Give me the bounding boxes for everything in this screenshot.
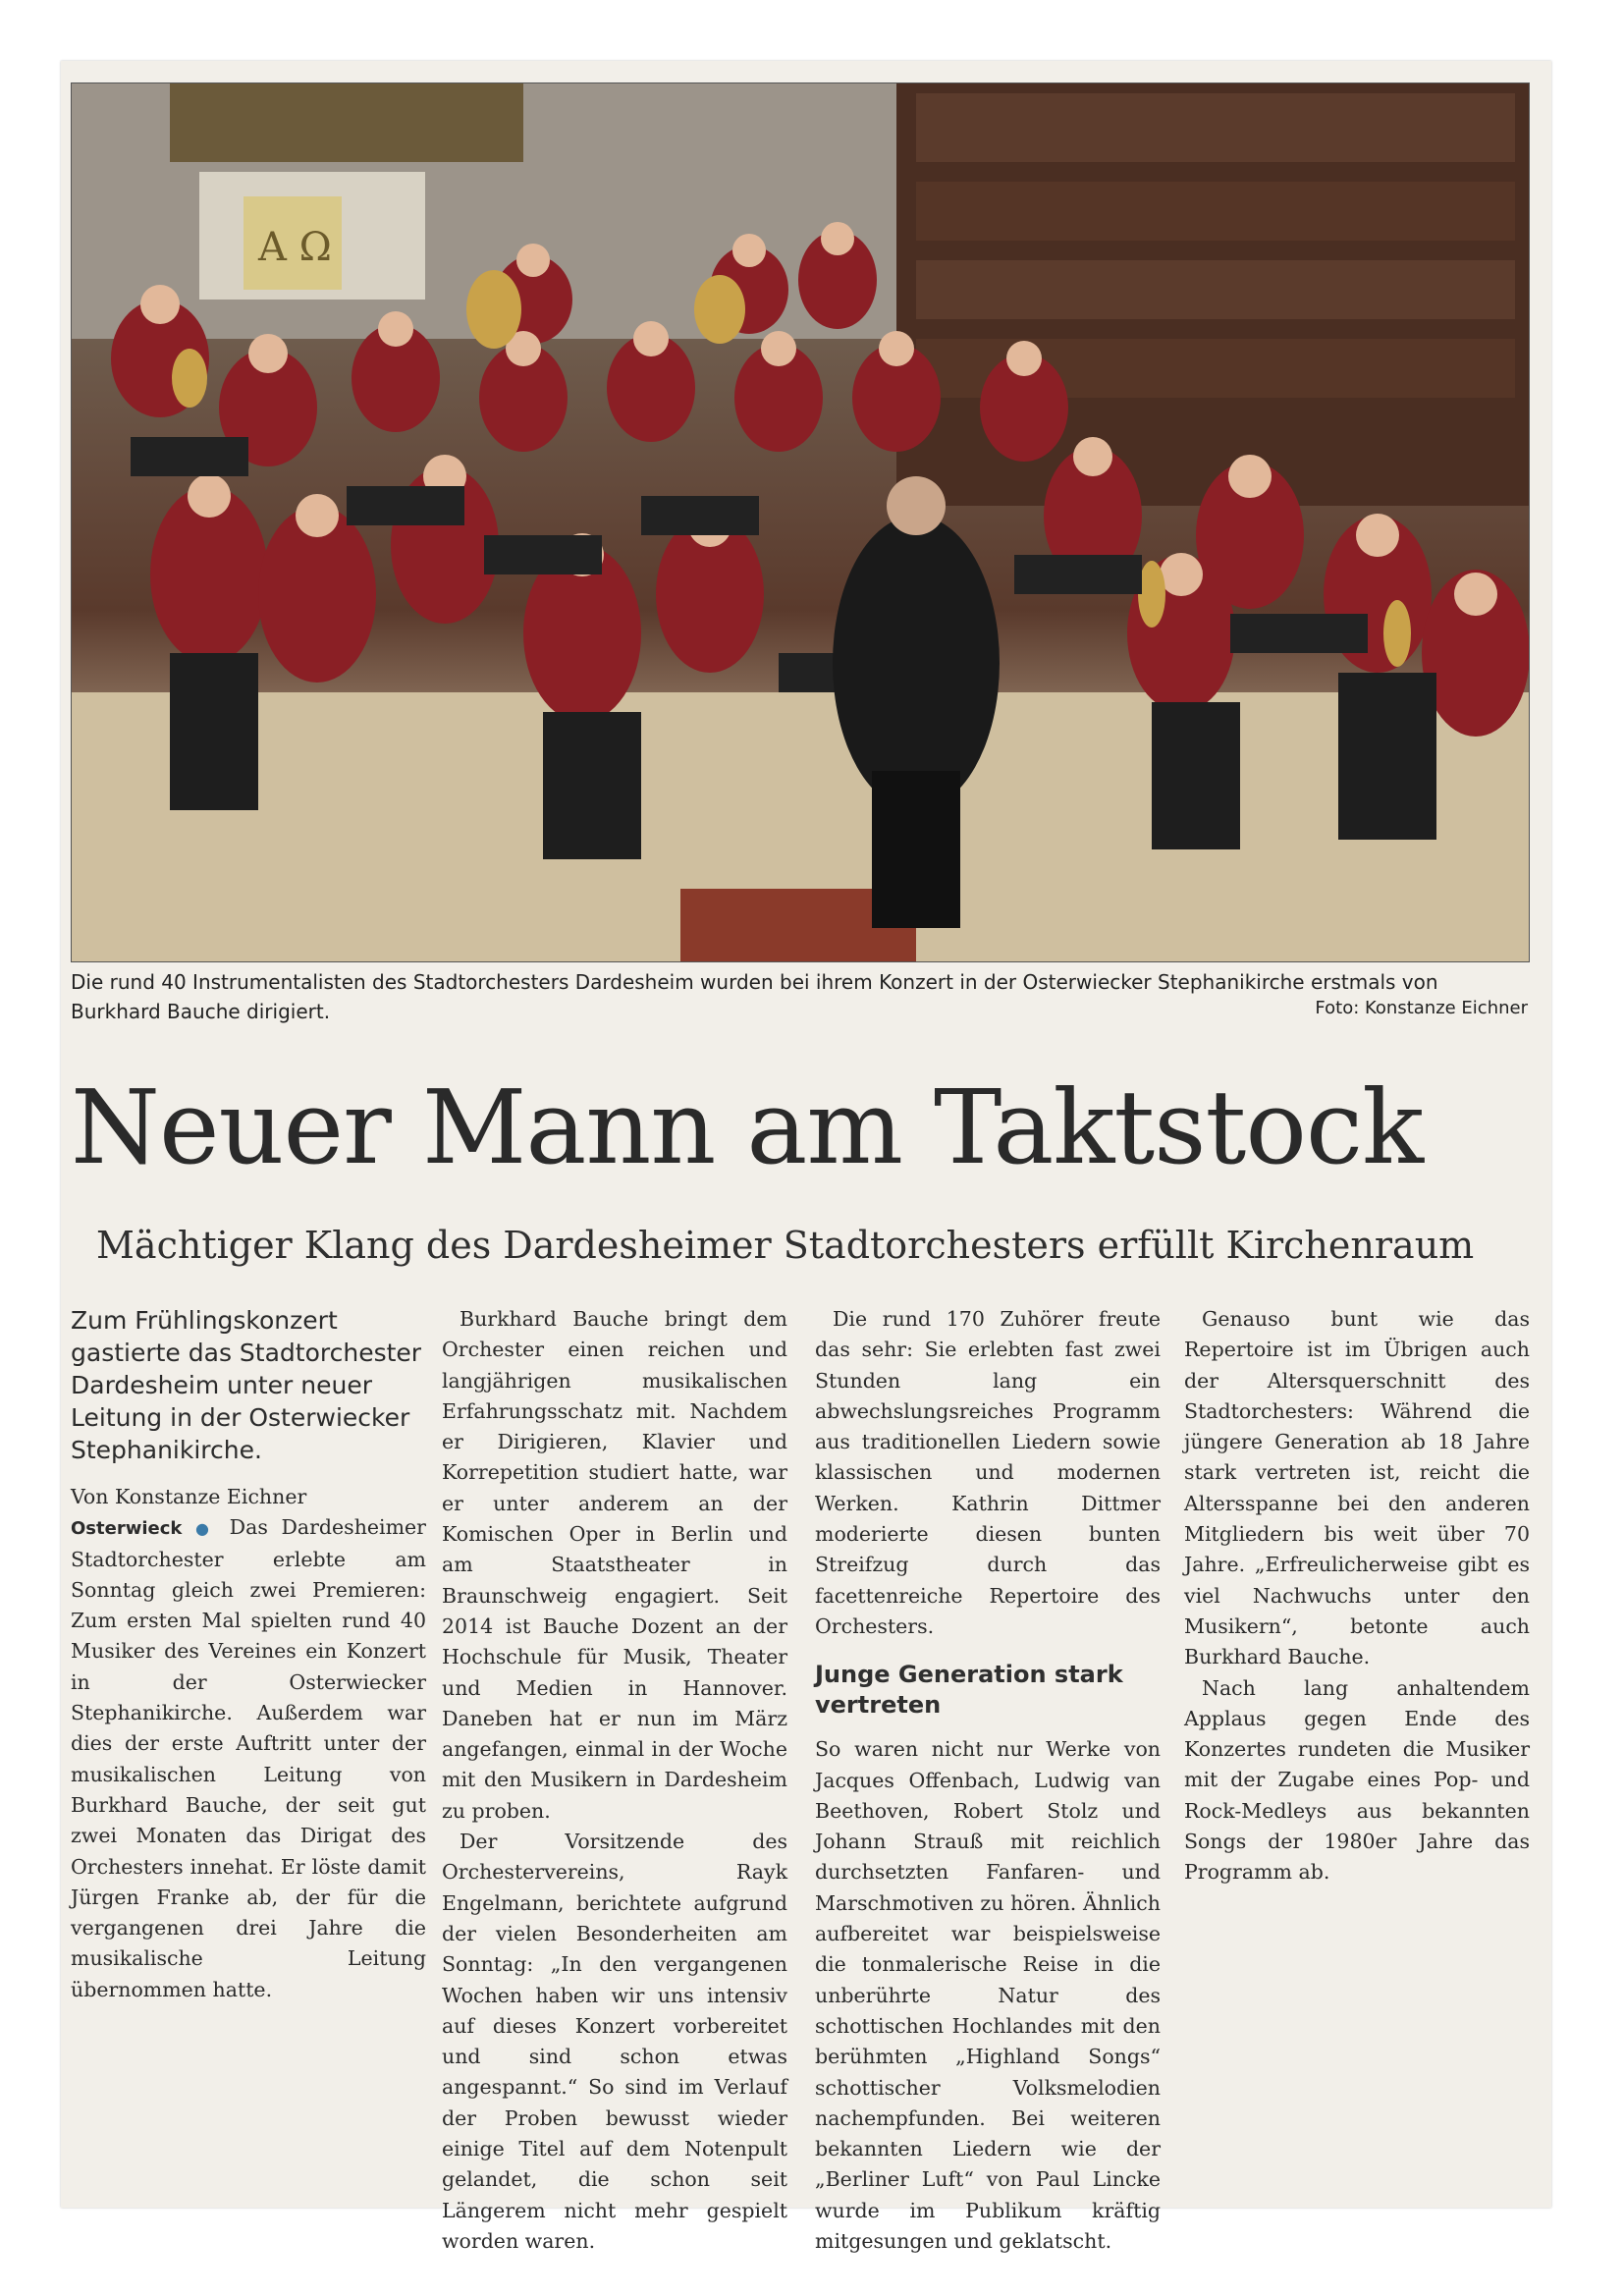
column-2: [442, 1304, 787, 2257]
bullet-icon: ●: [194, 1519, 217, 1539]
photo-caption: Die rund 40 Instrumentalisten des Stadtorchesters Dardesheim wurden bei ihrem Konzert in der Osterwiecker Stephanikirche erstmals von Burkhard Bauche dirigiert.: [71, 970, 1438, 1023]
column-3: [815, 1304, 1161, 2257]
photo-credit: Foto: Konstanze Eichner: [1315, 998, 1528, 1018]
section-subhead: Junge Generation stark vertreten: [815, 1661, 1123, 1720]
headline: Neuer Mann am Taktstock: [71, 1067, 1424, 1187]
dateline: Osterwieck: [71, 1518, 183, 1540]
orchestra-photo: [71, 82, 1530, 962]
subheadline: Mächtiger Klang des Dardesheimer Stadtorchesters erfüllt Kirchenraum: [96, 1224, 1475, 1267]
orchestra-illustration: [72, 83, 1529, 961]
paragraph-7: Nach lang anhaltendem Applaus gegen Ende des Konzertes rundeten die Musiker mit der Zugabe eines Pop- und Rock-Medleys aus bekannten Songs der 1980er Jahre das Programm ab.: [1184, 1675, 1530, 1885]
intro-text: Zum Frühlingskonzert gastierte das Stadtorchester Dardesheim unter neuer Leitung in der Osterwiecker Stephanikirche.: [71, 1306, 422, 1464]
altar-cloth-text: Α Ω: [258, 225, 332, 270]
paragraph-2: Burkhard Bauche bringt dem Orchester einen reichen und langjährigen musikalischen Erfahrungsschatz mit. Nachdem er Dirigieren, Klavier und Korrepetition studiert hatte, war er unter anderem an der Komischen Oper in Berlin und am Staatstheater in Braunschweig engagiert. Seit 2014 ist Bauche Dozent an der Hochschule für Musik, Theater und Medien in Hannover. Daneben hat er nun im März angefangen, einmal in der Woche mit den Musikern in Dardesheim zu proben.: [442, 1307, 787, 1823]
paragraph-3: Der Vorsitzende des Orchestervereins, Rayk Engelmann, berichtete aufgrund der vielen Besonderheiten am Sonntag: „In den vergangenen Wochen haben wir uns intensiv auf dieses Konzert vorbereitet und sind schon etwas angespannt.“ So sind im Verlauf der Proben bewusst wieder einige Titel auf dem Notenpult gelandet, die schon seit Längerem nicht mehr gespielt worden waren.: [442, 1830, 787, 2253]
paragraph-4: Die rund 170 Zuhörer freute das sehr: Sie erlebten fast zwei Stunden lang ein abwechslungsreiches Programm aus traditionellen Liedern sowie klassischen und modernen Werken. Kathrin Dittmer moderierte diesen bunten Streifzug durch das facettenreiche Repertoire des Orchesters.: [815, 1307, 1161, 1638]
column-4: [1184, 1304, 1530, 1888]
paragraph-5: So waren nicht nur Werke von Jacques Offenbach, Ludwig van Beethoven, Robert Stolz und Johann Strauß mit reichlich durchsetzten Fanfaren- und Marschmotiven zu hören. Ähnlich aufbereitet war beispielsweise die tonmalerische Reise in die unberührte Natur des schottischen Hochlandes mit den berühmten „Highland Songs“ schottischer Volksmelodien nachempfunden. Bei weiteren bekannten Liedern wie der „Berliner Luft“ von Paul Lincke wurde im Publikum kräftig mitgesungen und geklatscht.: [815, 1737, 1161, 2254]
column-1: [71, 1304, 426, 2005]
paragraph-6: Genauso bunt wie das Repertoire ist im Übrigen auch der Altersquerschnitt des Stadtorchesters: Während die jüngere Generation ab 18 Jahre stark vertreten ist, reicht die Altersspanne bei den anderen Mitgliedern bis weit über 70 Jahre. „Erfreulicherweise gibt es viel Nachwuchs unter den Musikern“, betonte auch Burkhard Bauche.: [1184, 1307, 1530, 1669]
paragraph-1: [71, 1512, 426, 2005]
conductor-figure: [833, 516, 1000, 810]
author-line: Von Konstanze Eichner: [71, 1485, 307, 1508]
paragraph-1-text: Das Dardesheimer Stadtorchester erlebte am Sonntag gleich zwei Premieren: Zum ersten Mal spielten rund 40 Musiker des Vereines ein Konzert in der Osterwiecker Stephanikirche. Außerdem war dies der erste Auftritt unter der musikalischen Leitung von Burkhard Bauche, der seit gut zwei Monaten das Dirigat des Orchesters innehat. Er löste damit Jürgen Franke ab, der für die vergangenen drei Jahre die musikalische Leitung übernommen hatte.: [71, 1515, 426, 2001]
